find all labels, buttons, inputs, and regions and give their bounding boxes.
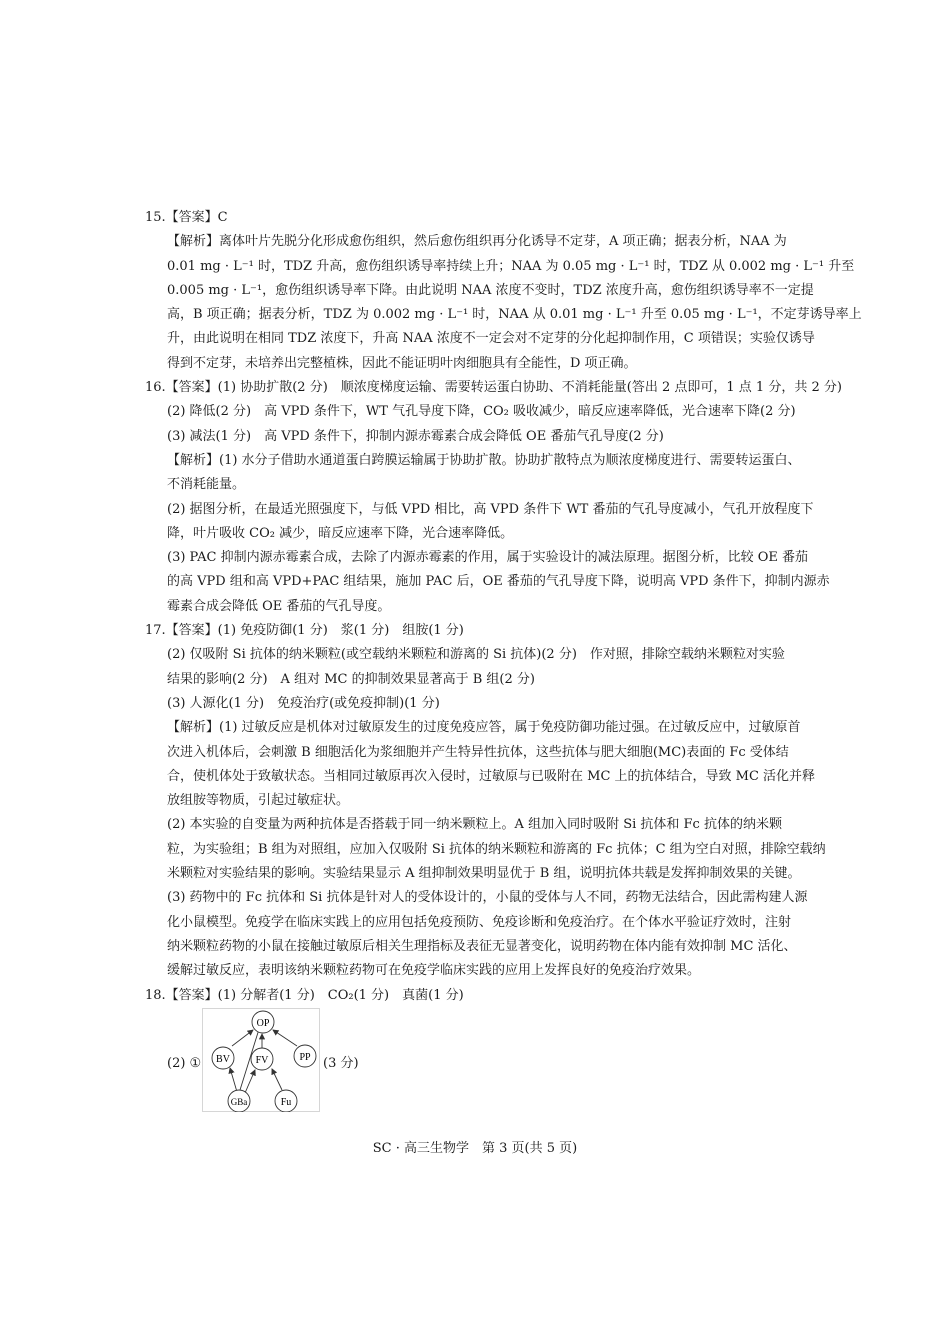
- question-16: [145, 376, 842, 619]
- food-web-row: [145, 1008, 805, 1114]
- q18-answer: 18.【答案】(1) 分解者(1 分) CO₂(1 分) 真菌(1 分): [145, 987, 464, 1003]
- q17-line: 纳米颗粒药物的小鼠在接触过敏原后相关生理指标及表征无显著变化，说明药物在体内能有效抑制 MC 活化、: [167, 938, 797, 954]
- edge-pp-op: [273, 1030, 297, 1046]
- q16-line: 的高 VPD 组和高 VPD+PAC 组结果，施加 PAC 后，OE 番茄的气孔导度下降，说明高 VPD 条件下，抑制内源赤: [167, 574, 830, 590]
- q17-line: 缓解过敏反应，表明该纳米颗粒药物可在免疫学临床实践的应用上发挥良好的免疫治疗效果。: [167, 963, 701, 979]
- q15-line: 高，B 项正确；据表分析，TDZ 为 0.002 mg · L⁻¹ 时，NAA 从 0.01 mg · L⁻¹ 升至 0.05 mg · L⁻¹，不定芽诱导率上: [167, 307, 862, 323]
- q15-line: 升，由此说明在相同 TDZ 浓度下，升高 NAA 浓度不一定会对不定芽的分化起抑制作用，C 项错误；实验仅诱导: [167, 331, 815, 347]
- svg-text:OP: OP: [256, 1017, 270, 1029]
- node-fv: [251, 1048, 273, 1070]
- q17-line: 放组胺等物质，引起过敏症状。: [167, 793, 350, 809]
- part2-label: (2) ①: [167, 1055, 202, 1071]
- node-gba: [228, 1090, 250, 1112]
- q16-answer: 16.【答案】(1) 协助扩散(2 分) 顺浓度梯度运输、需要转运蛋白协助、不消耗能量(答出 2 点即可，1 点 1 分，共 2 分): [145, 380, 842, 396]
- node-bv: [212, 1047, 234, 1069]
- q17-answer: 17.【答案】(1) 免疫防御(1 分) 浆(1 分) 组胺(1 分): [145, 623, 464, 639]
- q15-line: 得到不定芽，未培养出完整植株，因此不能证明叶肉细胞具有全能性，D 项正确。: [167, 355, 637, 371]
- q17-line: (3) 药物中的 Fc 抗体和 Si 抗体是针对人的受体设计的，小鼠的受体与人不同，药物无法结合，因此需构建人源: [167, 890, 808, 906]
- q16-line: 【解析】(1) 水分子借助水通道蛋白跨膜运输属于协助扩散。协助扩散特点为顺浓度梯度进行、需要转运蛋白、: [167, 452, 801, 468]
- food-web-diagram: [202, 1008, 320, 1112]
- q17-line: 米颗粒对实验结果的影响。实验结果显示 A 组抑制效果明显优于 B 组，说明抗体共载是发挥抑制效果的关键。: [167, 866, 801, 882]
- q16-line: (2) 据图分析，在最适光照强度下，与低 VPD 相比，高 VPD 条件下 WT 番茄的气孔导度减小，气孔开放程度下: [167, 501, 814, 517]
- page-footer: SC · 高三生物学 第 3 页(共 5 页): [372, 1141, 578, 1156]
- edge-gba-bv: [230, 1068, 237, 1092]
- question-15: [145, 206, 862, 376]
- q17-line: (3) 人源化(1 分) 免疫治疗(或免疫抑制)(1 分): [167, 695, 440, 711]
- q17-line: (2) 本实验的自变量为两种抗体是否搭载于同一纳米颗粒上。A 组加入同时吸附 Si 抗体和 Fc 抗体的纳米颗: [167, 817, 782, 833]
- q17-line: 粒，为实验组；B 组为对照组，应加入仅吸附 Si 抗体的纳米颗粒和游离的 Fc 抗体；C 组为空白对照，排除空载纳: [167, 841, 826, 857]
- q17-line: 【解析】(1) 过敏反应是机体对过敏原发生的过度免疫应答，属于免疫防御功能过强。在过敏反应中，过敏原首: [167, 720, 801, 736]
- edge-bv-op: [232, 1030, 253, 1046]
- node-op: [252, 1011, 274, 1033]
- svg-text:Fu: Fu: [280, 1096, 292, 1108]
- answer-content: [145, 206, 862, 1114]
- edge-fu-fv: [272, 1069, 282, 1090]
- svg-text:PP: PP: [299, 1051, 311, 1063]
- q15-line: 0.005 mg · L⁻¹，愈伤组织诱导率下降。由此说明 NAA 浓度不变时，TDZ 浓度升高，愈伤组织诱导率不一定提: [167, 282, 814, 298]
- q15-answer: 15.【答案】C: [145, 210, 228, 225]
- q16-line: 霉素合成会降低 OE 番茄的气孔导度。: [167, 598, 391, 614]
- q16-line: 降，叶片吸收 CO₂ 减少，暗反应速率下降，光合速率降低。: [167, 525, 514, 541]
- node-pp: [294, 1045, 316, 1067]
- q17-line: (2) 仅吸附 Si 抗体的纳米颗粒(或空载纳米颗粒和游离的 Si 抗体)(2 分) 作对照，排除空载纳米颗粒对实验: [167, 647, 785, 663]
- q16-line: (3) 减法(1 分) 高 VPD 条件下，抑制内源赤霉素合成会降低 OE 番茄气孔导度(2 分): [167, 428, 664, 444]
- q15-line: 0.01 mg · L⁻¹ 时，TDZ 升高，愈伤组织诱导率持续上升；NAA 为 0.05 mg · L⁻¹ 时，TDZ 从 0.002 mg · L⁻¹ 升至: [167, 258, 855, 274]
- q16-line: (2) 降低(2 分) 高 VPD 条件下，WT 气孔导度下降，CO₂ 吸收减少，暗反应速率降低，光合速率下降(2 分): [167, 404, 796, 420]
- q15-line: 【解析】离体叶片先脱分化形成愈伤组织，然后愈伤组织再分化诱导不定芽，A 项正确；据表分析，NAA 为: [167, 234, 787, 250]
- q17-line: 化小鼠模型。免疫学在临床实践上的应用包括免疫预防、免疫诊断和免疫治疗。在个体水平验证疗效时，注射: [167, 914, 792, 930]
- q16-line: (3) PAC 抑制内源赤霉素合成，去除了内源赤霉素的作用，属于实验设计的减法原理。据图分析，比较 OE 番茄: [167, 550, 808, 566]
- svg-text:GBa: GBa: [230, 1096, 248, 1107]
- edge-gba-fv: [245, 1070, 255, 1093]
- q17-line: 次进入机体后，会刺激 B 细胞活化为浆细胞并产生特异性抗体，这些抗体与肥大细胞(MC)表面的 Fc 受体结: [167, 744, 789, 760]
- node-fu: [275, 1090, 297, 1112]
- q16-line: 不消耗能量。: [167, 477, 246, 493]
- q17-line: 合，使机体处于致敏状态。当相同过敏原再次入侵时，过敏原与已吸附在 MC 上的抗体结合，导致 MC 活化并释: [167, 768, 816, 784]
- question-17: [145, 619, 826, 983]
- q17-line: 结果的影响(2 分) A 组对 MC 的抑制效果显著高于 B 组(2 分): [167, 671, 535, 687]
- question-18: [145, 984, 805, 1114]
- svg-text:BV: BV: [216, 1053, 230, 1065]
- part2-score: (3 分): [323, 1055, 359, 1071]
- svg-text:FV: FV: [255, 1054, 269, 1066]
